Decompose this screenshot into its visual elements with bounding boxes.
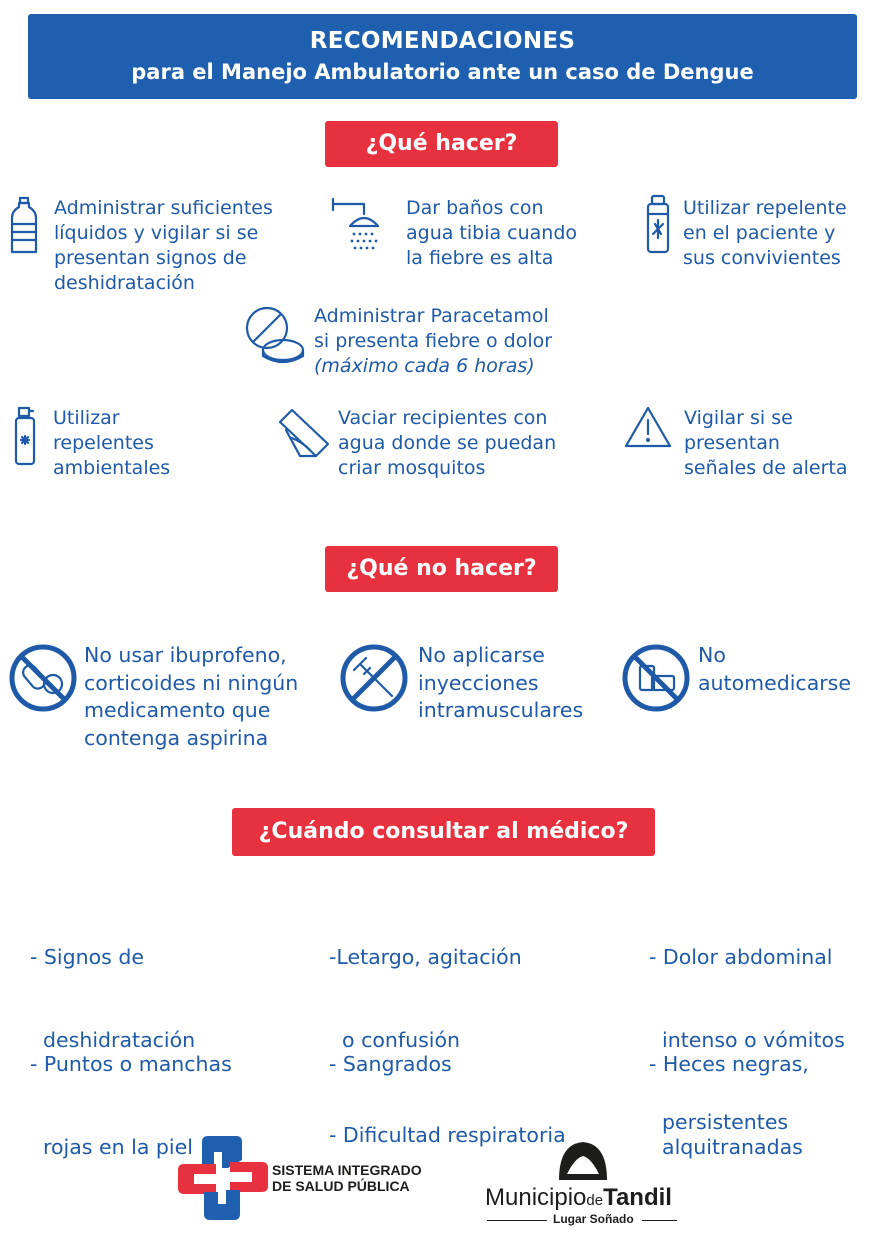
- do-item-containers: Vaciar recipientes con agua donde se puedan criar mosquitos: [338, 407, 557, 479]
- page-title: RECOMENDACIONES: [309, 28, 576, 54]
- aerosol-icon: [13, 406, 37, 468]
- page-header: [28, 14, 857, 99]
- dont-item-ibuprofen: No usar ibuprofeno, corticoides ni ningún medicamento que contenga aspirina: [84, 643, 299, 750]
- tagline-rule-right: [642, 1220, 677, 1221]
- do-item-fluids: Administrar suficientes líquidos y vigilar si se presentan signos de deshidratación: [54, 197, 273, 294]
- no-injection-icon: [340, 644, 408, 712]
- section-dont-heading: ¿Qué no hacer?: [325, 546, 558, 592]
- tagline-rule-left: [487, 1220, 547, 1221]
- section-doctor-heading: ¿Cuándo consultar al médico?: [232, 808, 655, 856]
- municipio-logo-text: MunicipiodeTandil: [485, 1184, 672, 1211]
- doctor-item-lethargy: -Letargo, agitación o confusión: [329, 945, 522, 1052]
- do-item-paracetamol: Administrar Paracetamol si presenta fiebre o dolor (máximo cada 6 horas): [314, 305, 553, 377]
- no-medication-icon: [622, 644, 690, 712]
- doctor-item-spots: - Puntos o manchas rojas en la piel: [30, 1052, 232, 1159]
- doctor-item-abdominal: - Dolor abdominal intenso o vómitos persistentes: [649, 945, 845, 1134]
- doctor-item-bleeding: - Sangrados: [329, 1052, 452, 1076]
- pill-icon: [243, 304, 305, 366]
- warning-icon: [623, 405, 673, 449]
- water-bottle-icon: [9, 196, 39, 256]
- do-item-environment: Utilizar repelentes ambientales: [53, 407, 171, 479]
- page-subtitle: para el Manejo Ambulatorio ante un caso de Dengue: [131, 60, 754, 84]
- municipio-tagline: Lugar Soñado: [553, 1212, 634, 1226]
- do-item-warning: Vigilar si se presentan señales de alerta: [684, 407, 848, 479]
- dont-item-injections: No aplicarse inyecciones intramusculares: [418, 643, 584, 722]
- do-item-repellent: Utilizar repelente en el paciente y sus convivientes: [683, 197, 847, 269]
- municipio-emblem-icon: [555, 1140, 611, 1182]
- doctor-item-dehydration: - Signos de deshidratación: [30, 945, 196, 1052]
- doctor-item-stool: - Heces negras, alquitranadas: [649, 1052, 809, 1159]
- doctor-item-breathing: - Dificultad respiratoria: [329, 1123, 566, 1147]
- shower-icon: [330, 196, 388, 258]
- health-system-logo-text: SISTEMA INTEGRADO DE SALUD PÚBLICA: [272, 1162, 422, 1194]
- do-item-bath: Dar baños con agua tibia cuando la fiebre es alta: [406, 197, 578, 269]
- health-system-logo: [178, 1134, 268, 1222]
- repellent-spray-icon: [644, 194, 672, 256]
- container-icon: [276, 406, 332, 462]
- dont-item-selfmed: No automedicarse: [698, 643, 851, 695]
- section-do-heading: ¿Qué hacer?: [325, 121, 558, 167]
- no-pills-icon: [9, 644, 77, 712]
